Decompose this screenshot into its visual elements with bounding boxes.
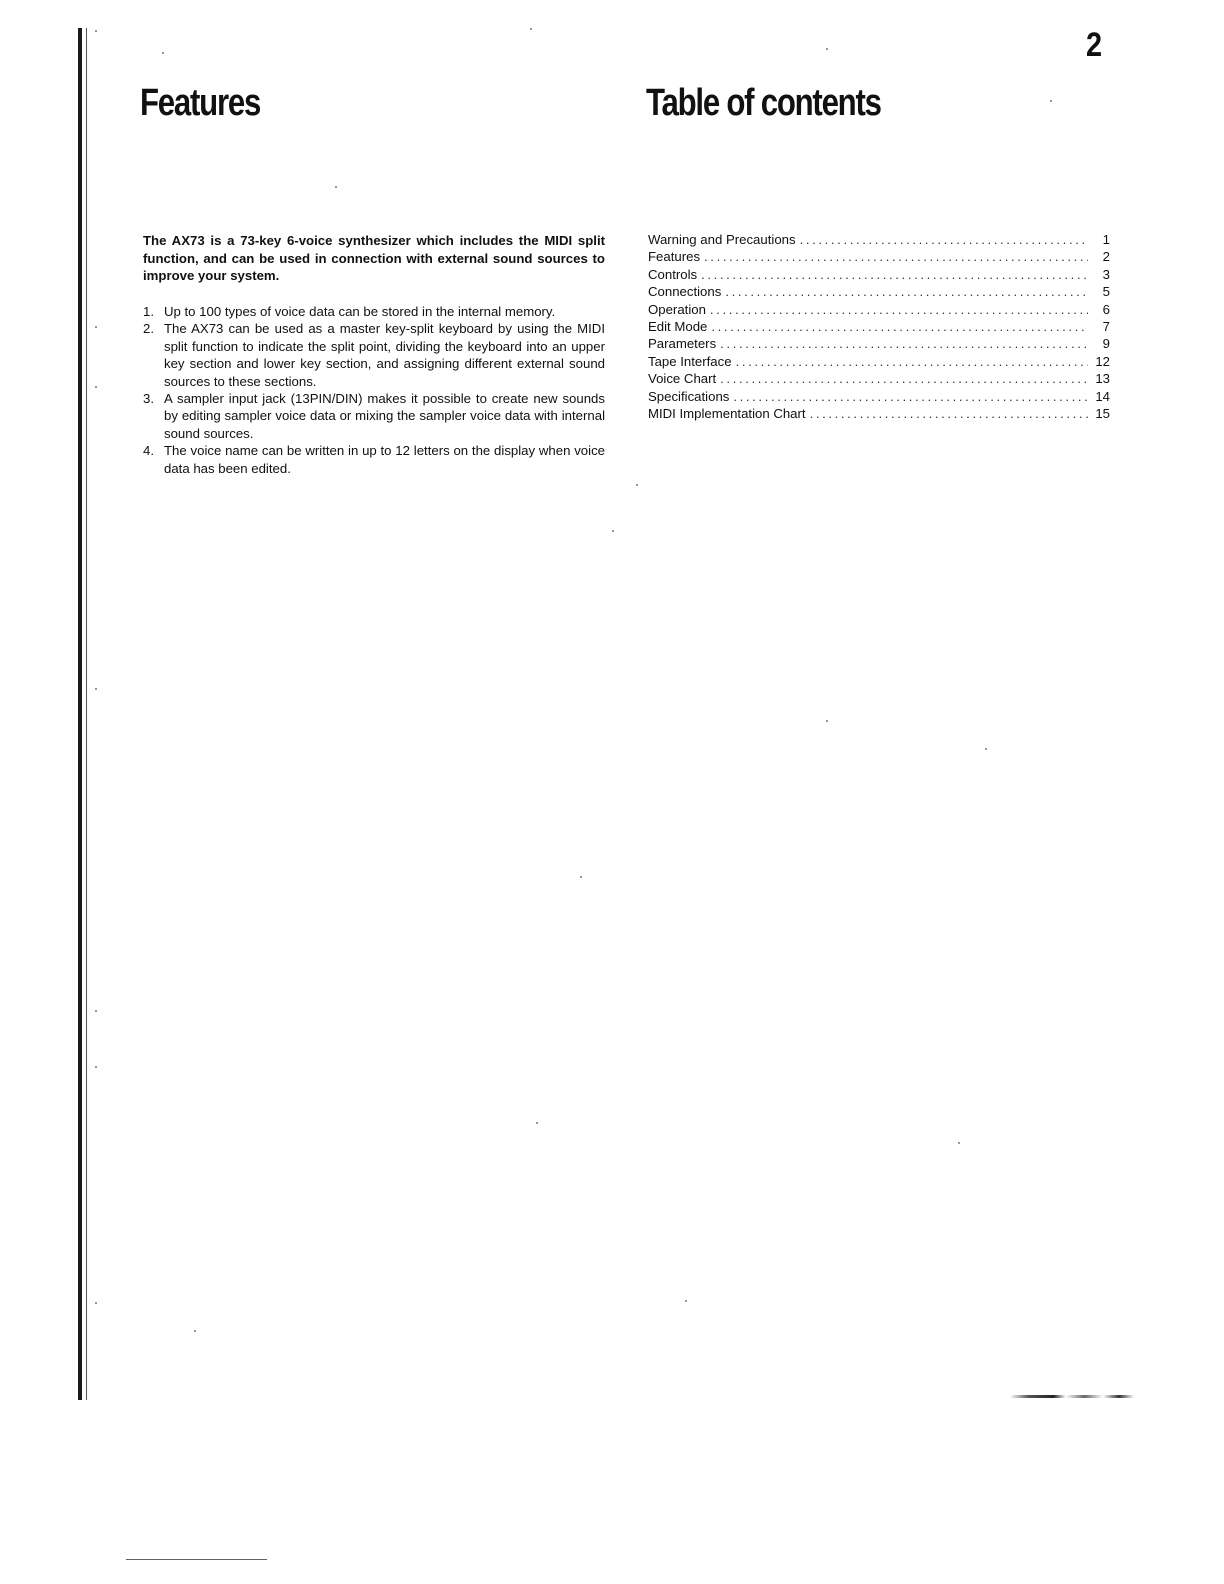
scan-speck: [536, 1122, 538, 1124]
toc-entry-title: Controls: [648, 266, 698, 282]
toc-heading: Table of contents: [646, 82, 881, 124]
toc-dot-leader: [725, 283, 1088, 300]
toc-entry-midi-implementation-chart[interactable]: [648, 405, 1110, 422]
toc-dot-leader: [704, 248, 1088, 265]
toc-entry-controls[interactable]: [648, 266, 1110, 283]
feature-number: 4.: [143, 443, 154, 459]
toc-entry-page: 5: [1102, 284, 1110, 300]
feature-number: 2.: [143, 321, 154, 337]
toc-dot-leader: [720, 370, 1088, 387]
toc-dot-leader: [736, 353, 1088, 370]
feature-item: [143, 390, 605, 442]
feature-text: The voice name can be written in up to 12 letters on the display when voice data has been edited.: [164, 443, 605, 476]
toc-dot-leader: [720, 335, 1088, 352]
toc-entry-page: 14: [1095, 388, 1110, 404]
features-list: [143, 303, 605, 477]
toc-entry-warning-and-precautions[interactable]: [648, 231, 1110, 248]
toc-entry-title: Voice Chart: [648, 371, 717, 387]
toc-entry-page: 7: [1102, 319, 1110, 335]
toc-entry-title: Edit Mode: [648, 319, 708, 335]
toc-dot-leader: [800, 231, 1088, 248]
toc-dot-leader: [710, 301, 1088, 318]
feature-number: 1.: [143, 304, 154, 319]
toc-dot-leader: [711, 318, 1088, 335]
toc-entry-operation[interactable]: [648, 301, 1110, 318]
toc-entry-page: 12: [1095, 353, 1110, 369]
feature-text: A sampler input jack (13PIN/DIN) makes it possible to create new sounds by editing sampler voice data or mixing the sampler voice data with internal sound sources.: [164, 391, 605, 441]
scan-speck: [985, 748, 987, 750]
toc-list: [648, 231, 1110, 422]
scan-speck: [685, 1300, 687, 1302]
page-binding-edge-inner: [86, 28, 87, 1400]
feature-number: 3.: [143, 391, 154, 407]
toc-entry-parameters[interactable]: [648, 335, 1110, 352]
scan-speck: [612, 530, 614, 532]
toc-entry-title: Tape Interface: [648, 353, 732, 369]
features-intro: The AX73 is a 73-key 6-voice synthesizer which includes the MIDI split function, and can be used in connection with external sound sources to improve your system.: [143, 233, 605, 284]
scan-smudge: [1010, 1395, 1134, 1398]
toc-entry-title: Operation: [648, 301, 706, 317]
toc-entry-page: 1: [1102, 232, 1110, 247]
toc-entry-title: Features: [648, 249, 701, 265]
features-heading: Features: [140, 82, 261, 124]
toc-entry-page: 13: [1095, 371, 1110, 387]
toc-entry-title: Parameters: [648, 336, 717, 352]
toc-entry-voice-chart[interactable]: [648, 370, 1110, 387]
footer-underline: [126, 1559, 267, 1560]
toc-entry-connections[interactable]: [648, 283, 1110, 300]
feature-text: The AX73 can be used as a master key-split keyboard by using the MIDI split function to indicate the split point, dividing the keyboard into an upper key section and lower key section, and assigning different external sound sources to these sections.: [164, 321, 605, 389]
scan-speck: [636, 484, 638, 486]
feature-item: [143, 303, 605, 320]
toc-entry-page: 2: [1102, 249, 1110, 265]
toc-entry-specifications[interactable]: [648, 388, 1110, 405]
scan-speck: [335, 186, 337, 188]
scan-speck: [1050, 100, 1052, 102]
toc-dot-leader: [701, 266, 1088, 283]
scan-speck: [95, 688, 97, 690]
toc-entry-features[interactable]: [648, 248, 1110, 265]
feature-item: [143, 320, 605, 390]
page-number: 2: [1086, 26, 1102, 64]
scan-speck: [95, 1066, 97, 1068]
toc-entry-title: Warning and Precautions: [648, 232, 796, 247]
toc-entry-page: 6: [1102, 301, 1110, 317]
scan-speck: [95, 1010, 97, 1012]
feature-item: [143, 442, 605, 477]
scan-speck: [95, 326, 97, 328]
scan-speck: [530, 28, 532, 30]
toc-entry-title: Specifications: [648, 388, 730, 404]
scan-speck: [826, 48, 828, 50]
scan-speck: [580, 876, 582, 878]
scan-speck: [826, 720, 828, 722]
scan-speck: [95, 30, 97, 32]
toc-dot-leader: [733, 388, 1088, 405]
scan-speck: [958, 1142, 960, 1144]
scan-speck: [162, 52, 164, 54]
toc-entry-page: 9: [1102, 336, 1110, 352]
feature-text: Up to 100 types of voice data can be stored in the internal memory.: [164, 304, 556, 319]
toc-entry-title: MIDI Implementation Chart: [648, 406, 806, 422]
toc-entry-title: Connections: [648, 284, 722, 300]
toc-dot-leader: [810, 405, 1088, 422]
toc-entry-page: 3: [1102, 266, 1110, 282]
toc-entry-tape-interface[interactable]: [648, 353, 1110, 370]
toc-entry-edit-mode[interactable]: [648, 318, 1110, 335]
toc-entry-page: 15: [1095, 406, 1110, 422]
scan-speck: [194, 1330, 196, 1332]
page-binding-edge: [78, 28, 82, 1400]
scan-speck: [95, 1302, 97, 1304]
scan-speck: [95, 386, 97, 388]
